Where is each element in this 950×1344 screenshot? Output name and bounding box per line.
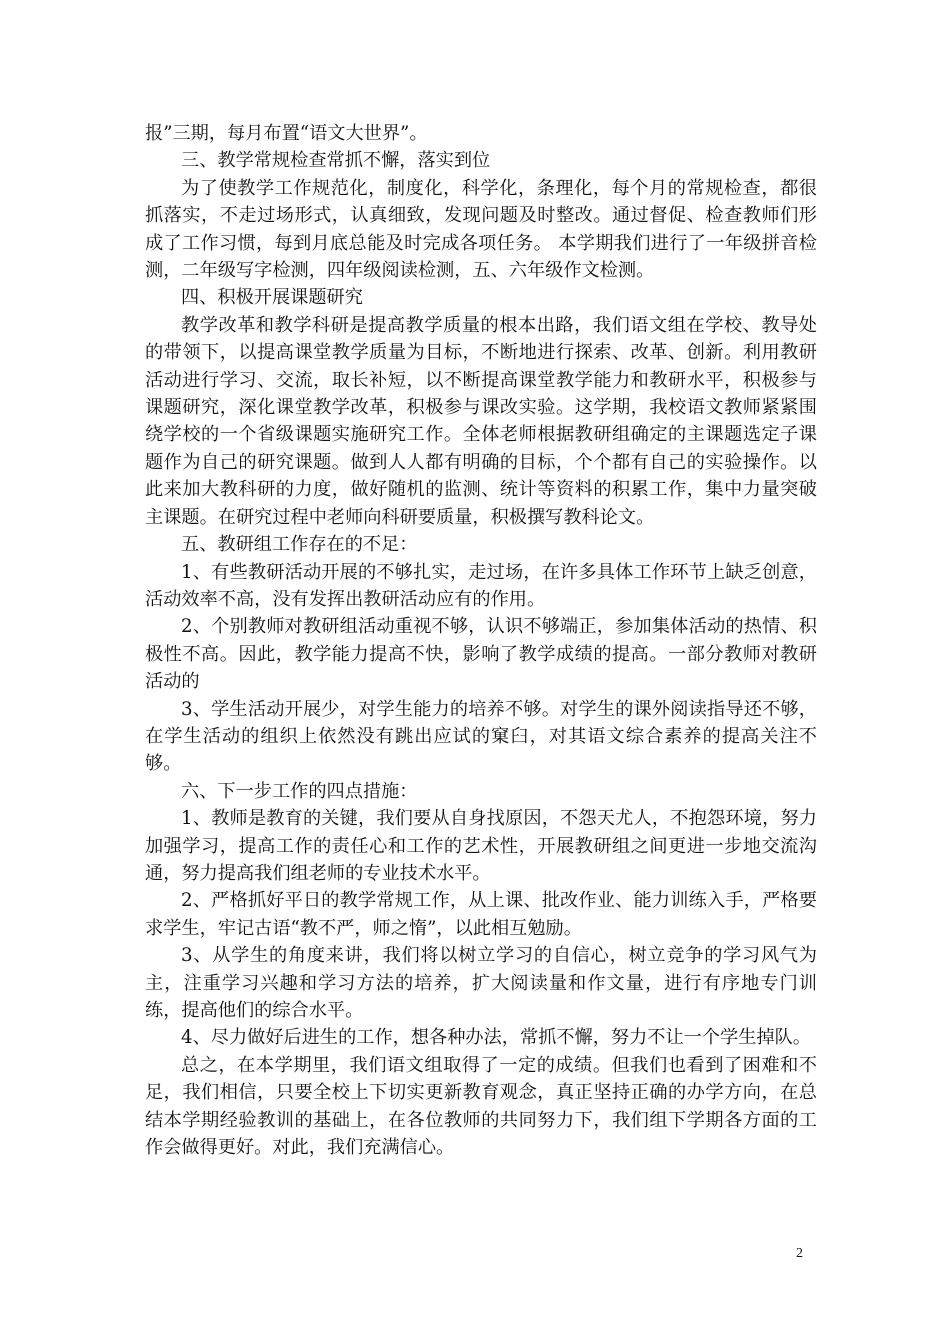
section-heading: 三、教学常规检查常抓不懈，落实到位 bbox=[181, 150, 491, 172]
paragraph: 报”三期，每月布置“语文大世界”。 bbox=[145, 123, 428, 144]
list-item: 1、教师是教育的关键，我们要从自身找原因，不怨天尤人，不抱怨环境，努力加强学习，提高工作的责任心和工作的艺术性，开展教研组之间更进一步地交流沟通，努力提高我们组老师的专业技术水平。 bbox=[145, 808, 817, 884]
paragraph: 教学改革和教学科研是提高教学质量的根本出路，我们语文组在学校、教导处的带领下，以提高课堂教学质量为目标，不断地进行探索、改革、创新。利用教研活动进行学习、交流，取长补短，以不断提高课堂教学能力和教研水平，积极参与课题研究，深化课堂教学改革，积极参与课改实验。这学期，我校语文教师紧紧围绕学校的一个省级课题实施研究工作。全体老师根据教研组确定的主课题选定子课题作为自己的研究课题。做到人人都有明确的目标，个个都有自己的实验操作。以此来加大教科研的力度，做好随机的监测、统计等资料的积累工作，集中力量突破主课题。在研究过程中老师向科研要质量，积极撰写教科论文。 bbox=[145, 314, 817, 528]
section-heading: 五、教研组工作存在的不足： bbox=[181, 534, 418, 556]
conclusion-paragraph: 总之，在本学期里，我们语文组取得了一定的成绩。但我们也看到了困难和不足，我们相信，只要全校上下切实更新教育观念，真正坚持正确的办学方向，在总结本学期经验教训的基础上，在各位教师的共同努力下，我们组下学期各方面的工作会做得更好。对此，我们充满信心。 bbox=[145, 1054, 817, 1159]
section-heading: 四、积极开展课题研究 bbox=[181, 287, 363, 309]
document-body bbox=[145, 120, 817, 1161]
list-item: 2、个别教师对教研组活动重视不够，认识不够端正，参加集体活动的热情、积极性不高。因此，教学能力提高不快，影响了教学成绩的提高。一部分教师对教研活动的 bbox=[145, 616, 817, 693]
list-item: 3、学生活动开展少，对学生能力的培养不够。对学生的课外阅读指导还不够，在学生活动的组织上依然没有跳出应试的窠臼，对其语文综合素养的提高关注不够。 bbox=[145, 698, 817, 775]
list-item: 4、尽力做好后进生的工作，想各种办法，常抓不懈，努力不让一个学生掉队。 bbox=[181, 1027, 811, 1049]
page-number: 2 bbox=[796, 1246, 803, 1261]
list-item: 1、有些教研活动开展的不够扎实，走过场，在许多具体工作环节上缺乏创意，活动效率不高，没有发挥出教研活动应有的作用。 bbox=[145, 561, 817, 610]
paragraph: 为了使教学工作规范化，制度化，科学化，条理化，每个月的常规检查，都很抓落实，不走过场形式，认真细致，发现问题及时整改。通过督促、检查教师们形成了工作习惯，每到月底总能及时完成各项任务。 本学期我们进行了一年级拼音检测，二年级写字检测，四年级阅读检测，五、六年级作文检测。 bbox=[145, 177, 817, 282]
list-item: 2、严格抓好平日的教学常规工作，从上课、批改作业、能力训练入手，严格要求学生，牢记古语“教不严，师之惰”，以此相互勉励。 bbox=[145, 890, 817, 939]
section-heading: 六、下一步工作的四点措施： bbox=[181, 780, 418, 802]
list-item: 3、从学生的角度来讲，我们将以树立学习的自信心，树立竞争的学习风气为主，注重学习兴趣和学习方法的培养，扩大阅读量和作文量，进行有序地专门训练，提高他们的综合水平。 bbox=[145, 945, 817, 1021]
